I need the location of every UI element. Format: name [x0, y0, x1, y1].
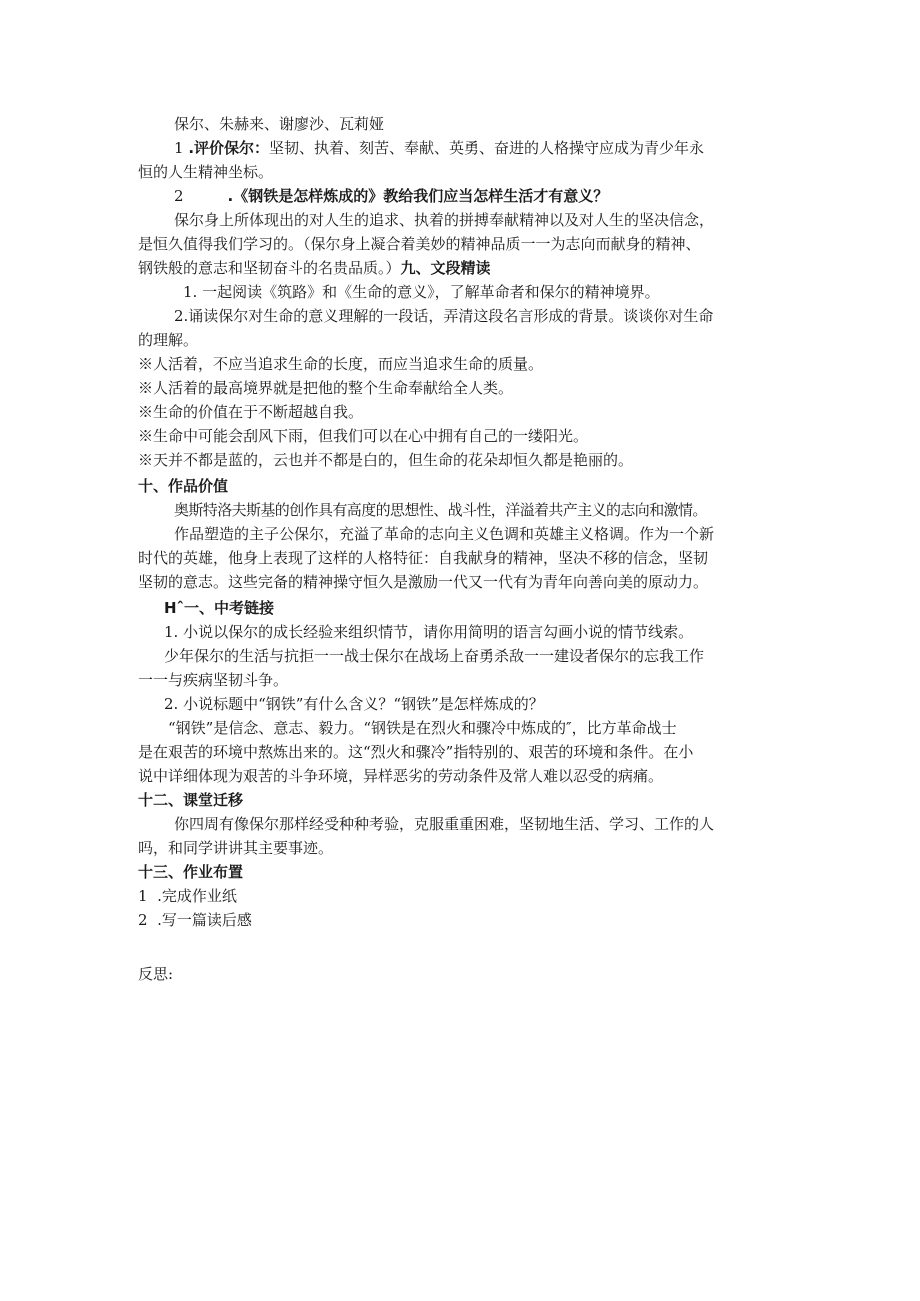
section-9-heading: 九、文段精读 [400, 259, 491, 277]
answer-line-2: 是恒久值得我们学习的。（保尔身上凝合着美妙的精神品质一一为志向而献身的精神、 [138, 235, 701, 253]
reading-item-2: 2.诵读保尔对生命的意义理解的一段话，弄清这段名言形成的背景。谈谈你对生命 [174, 307, 714, 325]
section-11-q2: 2. 小说标题中“钢铁”有什么含义？“钢铁”是怎样炼成的？ [164, 695, 544, 713]
homework-item-1 [138, 884, 237, 908]
reading-item-1: 1. 一起阅读《筑路》和《生命的意义》，了解革命者和保尔的精神境界。 [183, 283, 660, 301]
answer-line-3 [138, 256, 491, 280]
character-names: 保尔、朱赫来、谢廖沙、瓦莉娅 [174, 115, 385, 133]
quote-item: ※生命的价值在于不断超越自我。 [138, 403, 364, 421]
homework-item-2-number: 2 [138, 911, 148, 929]
homework-item-2-text: .写一篇读后感 [157, 911, 252, 929]
answer-line-3-text: 钢铁般的意志和坚韧奋斗的名贵品质。） [138, 259, 401, 277]
reading-item-2-cont: 的理解。 [138, 331, 199, 349]
section-10-p2: 作品塑造的主子公保尔，充溢了革命的志向主义色调和英雄主义格调。作为一个新 [174, 525, 715, 543]
item-1-text-cont: 恒的人生精神坐标。 [138, 163, 274, 181]
item-1-text: 坚韧、执着、刻苦、奉献、英勇、奋进的人格操守应成为青少年永 [269, 139, 705, 157]
quote-item: ※天并不都是蓝的，云也并不都是白的，但生命的花朵却恒久都是艳丽的。 [138, 451, 634, 469]
section-11-a1-cont: 一一与疾病坚韧斗争。 [138, 671, 289, 689]
section-11-q1: 1. 小说以保尔的成长经验来组织情节，请你用简明的语言勾画小说的情节线索。 [164, 623, 694, 641]
section-12-text: 你四周有像保尔那样经受种种考验，克服重重困难，坚韧地生活、学习、工作的人 [174, 815, 715, 833]
quote-item: ※人活着，不应当追求生命的长度，而应当追求生命的质量。 [138, 355, 544, 373]
section-11-a2-cont: 说中详细体现为艰苦的斗争环境，异样恶劣的劳动条件及常人难以忍受的病痛。 [138, 767, 664, 785]
homework-item-1-text: .完成作业纸 [157, 887, 237, 905]
quote-item: ※生命中可能会刮风下雨，但我们可以在心中拥有自己的一缕阳光。 [138, 427, 589, 445]
item-2 [174, 184, 608, 208]
section-10-p2-cont: 坚韧的意志。这些完备的精神操守恒久是激励一代又一代有为青年向善向美的原动力。 [138, 573, 709, 591]
section-10-p1: 奥斯特洛夫斯基的创作具有高度的思想性、战斗性，洋溢着共产主义的志向和激情。 [174, 501, 707, 519]
section-11-a2-cont: 是在艰苦的环境中熬炼出来的。这“烈火和骤冷”指特别的、艰苦的环境和条件。在小 [138, 743, 694, 761]
homework-item-1-number: 1 [138, 887, 148, 905]
section-12-text-cont: 吗，和同学讲讲其主要事迹。 [138, 839, 334, 857]
item-1-number: 1 [174, 139, 184, 157]
section-11-a2: “钢铁”是信念、意志、毅力。“钢铁是在烈火和骤冷中炼成的″，比方革命战士 [168, 719, 677, 737]
item-2-number: 2 [174, 187, 184, 205]
section-10-heading: 十、作品价值 [138, 477, 229, 495]
answer-line-1: 保尔身上所体现出的对人生的追求、执着的拼搏奉献精神以及对人生的坚决信念， [174, 211, 715, 229]
item-2-question: .《钢铁是怎样炼成的》教给我们应当怎样生活才有意义？ [227, 187, 609, 205]
section-10-p2-cont: 时代的英雄，他身上表现了这样的人格特征：自我献身的精神，坚决不移的信念，坚韧 [138, 549, 709, 567]
quote-item: ※人活着的最高境界就是把他的整个生命奉献给全人类。 [138, 379, 514, 397]
section-11-a1: 少年保尔的生活与抗拒一一战士保尔在战场上奋勇杀敌一一建设者保尔的忘我工作 [164, 647, 705, 665]
section-12-heading: 十二、课堂迁移 [138, 791, 244, 809]
item-1-label: .评价保尔： [188, 139, 270, 157]
section-13-heading: 十三、作业布置 [138, 863, 244, 881]
reflection-label: 反思: [138, 965, 174, 983]
item-1 [174, 136, 704, 160]
homework-item-2 [138, 908, 252, 932]
section-11-heading: Hˆ一、中考链接 [164, 599, 275, 617]
